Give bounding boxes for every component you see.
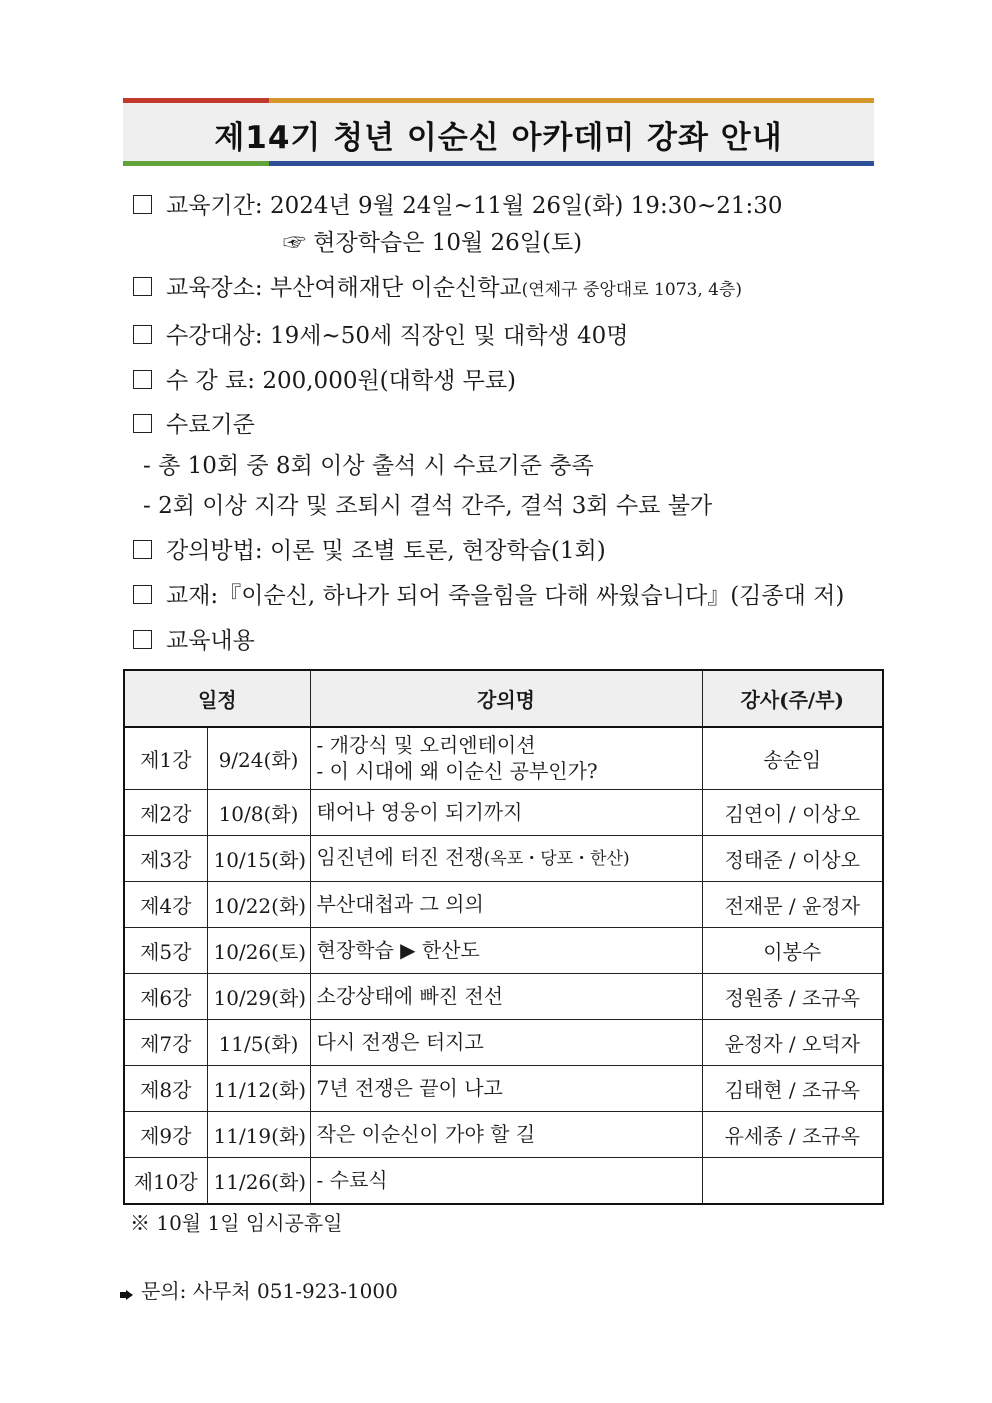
- checkbox-icon: [133, 585, 152, 604]
- header-lecturer: 강사(주/부): [702, 670, 883, 727]
- session-title: 소강상태에 빠진 전선: [310, 973, 702, 1019]
- method-value: 이론 및 조별 토론, 현장학습(1회): [269, 538, 606, 564]
- criteria-line: [133, 410, 255, 440]
- session-title-line-1: - 개강식 및 오리엔테이션: [316, 733, 536, 758]
- fee-line: [133, 366, 516, 396]
- table-row: [124, 881, 883, 927]
- accent-bar-red: [123, 98, 269, 103]
- criteria-item-1: - 총 10회 중 8회 이상 출석 시 수료기준 충족: [143, 453, 594, 479]
- method-line: [133, 536, 606, 566]
- target-value: 19세~50세 직장인 및 대학생 40명: [269, 323, 629, 349]
- pointer-arrow-icon: [120, 1281, 133, 1305]
- place-detail: (연제구 중앙대로 1073, 4층): [521, 280, 742, 300]
- session-date: 11/19(화): [207, 1111, 310, 1157]
- session-lecturer: 송순임: [702, 727, 883, 789]
- table-row: [124, 835, 883, 881]
- contact-text: 문의: 사무처 051-923-1000: [141, 1279, 398, 1303]
- session-title: [310, 727, 702, 789]
- session-lecturer: 정태준 / 이상오: [702, 835, 883, 881]
- session-title: 7년 전쟁은 끝이 나고: [310, 1065, 702, 1111]
- table-header-row: [124, 670, 883, 727]
- place-label: 교육장소:: [166, 275, 263, 301]
- checkbox-icon: [133, 195, 152, 214]
- session-date: 11/5(화): [207, 1019, 310, 1065]
- session-date: 11/26(화): [207, 1157, 310, 1204]
- session-lecturer: [702, 1157, 883, 1204]
- period-label: 교육기간:: [166, 193, 263, 219]
- session-date: 10/22(화): [207, 881, 310, 927]
- accent-bar-orange: [269, 98, 874, 103]
- table-row: [124, 927, 883, 973]
- checkbox-icon: [133, 414, 152, 433]
- header-lecture: 강의명: [310, 670, 702, 727]
- table-row: [124, 1111, 883, 1157]
- checkbox-icon: [133, 540, 152, 559]
- session-date: 9/24(화): [207, 727, 310, 789]
- session-lecturer: 김연이 / 이상오: [702, 789, 883, 835]
- target-line: [133, 321, 628, 351]
- session-title: 임진년에 터진 전쟁: [316, 845, 484, 869]
- accent-bar-navy: [269, 161, 874, 166]
- session-number: 제3강: [124, 835, 207, 881]
- session-title: - 수료식: [310, 1157, 702, 1204]
- book-label: 교재:: [166, 583, 219, 609]
- checkbox-icon: [133, 325, 152, 344]
- period-note: ☞ 현장학습은 10월 26일(토): [283, 230, 583, 256]
- session-number: 제7강: [124, 1019, 207, 1065]
- session-lecturer: 김태현 / 조규옥: [702, 1065, 883, 1111]
- session-date: 10/26(토): [207, 927, 310, 973]
- session-number: 제4강: [124, 881, 207, 927]
- session-number: 제1강: [124, 727, 207, 789]
- session-lecturer: 이봉수: [702, 927, 883, 973]
- session-lecturer: 유세종 / 조규옥: [702, 1111, 883, 1157]
- session-lecturer: 윤정자 / 오덕자: [702, 1019, 883, 1065]
- session-title: 작은 이순신이 가야 할 길: [310, 1111, 702, 1157]
- table-row: [124, 727, 883, 789]
- table-row: [124, 1019, 883, 1065]
- session-date: 10/8(화): [207, 789, 310, 835]
- session-title: 태어나 영웅이 되기까지: [310, 789, 702, 835]
- checkbox-icon: [133, 277, 152, 296]
- content-label: 교육내용: [166, 628, 255, 654]
- checkbox-icon: [133, 370, 152, 389]
- session-number: 제5강: [124, 927, 207, 973]
- place-value: 부산여해재단 이순신학교: [269, 275, 522, 301]
- fee-label: 수 강 료:: [166, 368, 256, 394]
- header-schedule: 일정: [124, 670, 310, 727]
- book-value: 『이순신, 하나가 되어 죽을힘을 다해 싸웠습니다』(김종대 저): [218, 583, 845, 609]
- session-date: 10/29(화): [207, 973, 310, 1019]
- target-label: 수강대상:: [166, 323, 263, 349]
- table-row: [124, 1065, 883, 1111]
- period-line: [133, 191, 783, 221]
- period-value: 2024년 9월 24일~11월 26일(화) 19:30~21:30: [269, 193, 783, 219]
- table-row: [124, 1157, 883, 1204]
- contact-line: [120, 1275, 398, 1305]
- session-title: 부산대첩과 그 의의: [310, 881, 702, 927]
- criteria-label: 수료기준: [166, 412, 255, 438]
- session-title-cell: [310, 835, 702, 881]
- session-title: 다시 전쟁은 터지고: [310, 1019, 702, 1065]
- session-title: 현장학습 ▶ 한산도: [310, 927, 702, 973]
- session-number: 제2강: [124, 789, 207, 835]
- accent-bar-green: [123, 161, 269, 166]
- checkbox-icon: [133, 630, 152, 649]
- schedule-table: [123, 669, 884, 1205]
- table-row: [124, 973, 883, 1019]
- session-title-detail: (옥포・당포・한산): [483, 849, 630, 869]
- session-lecturer: 정원종 / 조규옥: [702, 973, 883, 1019]
- fee-value: 200,000원(대학생 무료): [262, 368, 517, 394]
- method-label: 강의방법:: [166, 538, 263, 564]
- session-number: 제6강: [124, 973, 207, 1019]
- session-lecturer: 전재문 / 윤정자: [702, 881, 883, 927]
- place-line: [133, 273, 742, 305]
- title-banner: [123, 98, 874, 166]
- session-title-line-2: - 이 시대에 왜 이순신 공부인가?: [316, 759, 598, 784]
- content-line: [133, 626, 255, 656]
- page-title: 제14기 청년 이순신 아카데미 강좌 안내: [214, 120, 783, 156]
- book-line: [133, 581, 844, 611]
- session-number: 제10강: [124, 1157, 207, 1204]
- session-number: 제9강: [124, 1111, 207, 1157]
- session-number: 제8강: [124, 1065, 207, 1111]
- session-date: 11/12(화): [207, 1065, 310, 1111]
- table-row: [124, 789, 883, 835]
- session-date: 10/15(화): [207, 835, 310, 881]
- holiday-note: ※ 10월 1일 임시공휴일: [130, 1211, 343, 1235]
- criteria-item-2: - 2회 이상 지각 및 조퇴시 결석 간주, 결석 3회 수료 불가: [143, 493, 713, 519]
